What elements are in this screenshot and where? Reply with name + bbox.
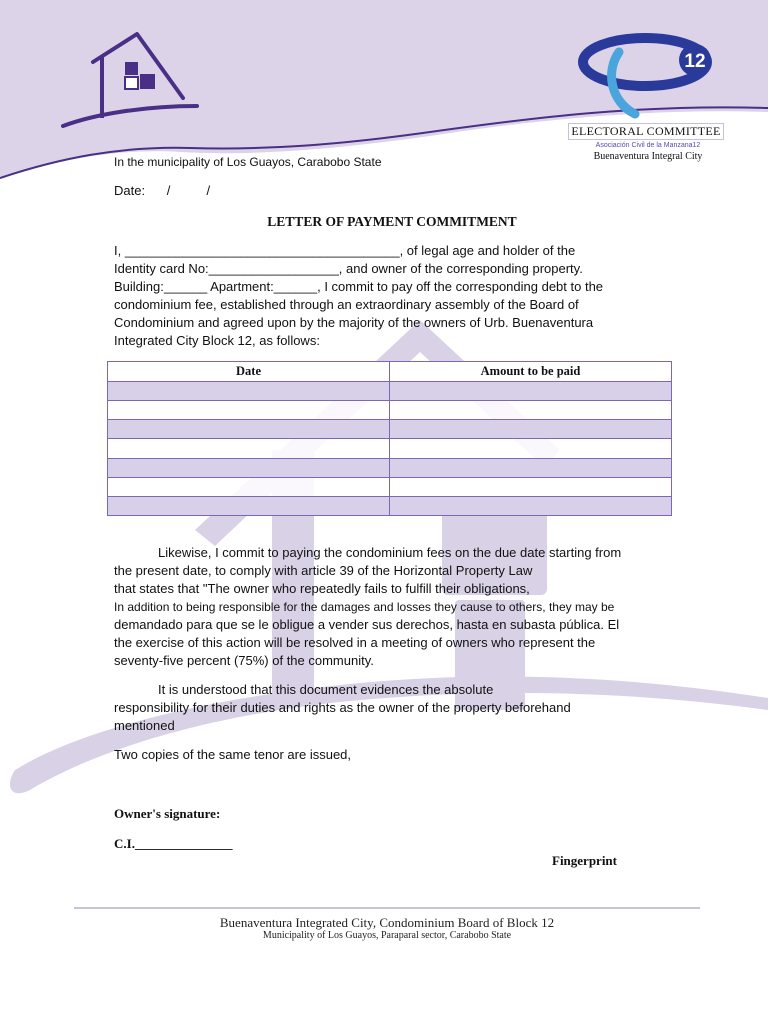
paragraph-line: Integrated City Block 12, as follows: xyxy=(114,333,320,348)
paragraph-line: responsibility for their duties and rights as the owner of the property beforehand xyxy=(114,700,571,715)
table-row xyxy=(108,439,672,458)
fees-paragraph xyxy=(114,544,658,670)
table-header-row xyxy=(108,362,672,382)
table-row xyxy=(108,382,672,401)
date-cell xyxy=(108,401,390,420)
ci-signature-line: C.I._______________ xyxy=(114,836,233,851)
letter-title: LETTER OF PAYMENT COMMITMENT xyxy=(267,214,517,229)
paragraph-line: the present date, to comply with article 39 of the Horizontal Property Law xyxy=(114,563,533,578)
paragraph-line: seventy-five percent (75%) of the community. xyxy=(114,653,374,668)
svg-text:12: 12 xyxy=(684,51,706,72)
payment-schedule-table xyxy=(107,361,672,516)
column-header-amount: Amount to be paid xyxy=(390,362,672,382)
amount-cell xyxy=(390,401,672,420)
date-cell xyxy=(108,477,390,496)
footer-organization: Buenaventura Integrated City, Condominium Board of Block 12 xyxy=(219,915,555,930)
footer-divider xyxy=(74,907,700,909)
amount-cell xyxy=(390,458,672,477)
paragraph-line: mentioned xyxy=(114,718,175,733)
date-cell xyxy=(108,382,390,401)
amount-cell xyxy=(390,382,672,401)
amount-cell xyxy=(390,477,672,496)
column-header-date: Date xyxy=(108,362,390,382)
table-row xyxy=(108,496,672,515)
paragraph-line: I, ______________________________________, of legal age and holder of the xyxy=(114,243,576,258)
paragraph-line: demandado para que se le obligue a vender sus derechos, hasta en subasta pública. El xyxy=(114,617,620,632)
date-line: Date: / / xyxy=(114,183,211,198)
paragraph-line: the exercise of this action will be resolved in a meeting of owners who represent the xyxy=(114,635,596,650)
electoral-committee-title: ELECTORAL COMMITTEE xyxy=(568,123,724,140)
date-cell xyxy=(108,420,390,439)
amount-cell xyxy=(390,420,672,439)
paragraph-line: that states that "The owner who repeatedly fails to fulfill their obligations, xyxy=(114,581,530,596)
paragraph-line: It is understood that this document evidences the absolute xyxy=(158,682,494,697)
table-row xyxy=(108,401,672,420)
paragraph-line: Building:______ Apartment:______, I commit to pay off the corresponding debt to the xyxy=(114,279,604,294)
table-row xyxy=(108,477,672,496)
responsibility-paragraph xyxy=(114,681,615,735)
commitment-paragraph xyxy=(114,242,658,350)
owner-signature-label: Owner's signature: xyxy=(114,806,221,821)
paragraph-line: In addition to being responsible for the damages and losses they cause to others, they may be xyxy=(114,600,615,614)
table-row xyxy=(108,458,672,477)
municipality-line: In the municipality of Los Guayos, Carabobo State xyxy=(114,155,382,169)
date-cell xyxy=(108,458,390,477)
copies-statement: Two copies of the same tenor are issued, xyxy=(114,747,352,762)
table-row xyxy=(108,420,672,439)
ec-city-name: Buenaventura Integral City xyxy=(593,151,703,162)
date-cell xyxy=(108,496,390,515)
paragraph-line: Identity card No:__________________, and owner of the corresponding property. xyxy=(114,261,583,276)
electoral-committee-logo-icon xyxy=(575,32,725,122)
paragraph-line: Likewise, I commit to paying the condominium fees on the due date starting from xyxy=(158,545,622,560)
paragraph-line: condominium fee, established through an extraordinary assembly of the Board of xyxy=(114,297,579,312)
amount-cell xyxy=(390,496,672,515)
date-cell xyxy=(108,439,390,458)
association-subtitle: Asociación Civil de la Manzana12 xyxy=(595,142,701,149)
amount-cell xyxy=(390,439,672,458)
footer-address: Municipality of Los Guayos, Paraparal sector, Carabobo State xyxy=(262,930,512,941)
fingerprint-label: Fingerprint xyxy=(552,853,617,868)
paragraph-line: Condominium and agreed upon by the majority of the owners of Urb. Buenaventura xyxy=(114,315,594,330)
house-logo-icon xyxy=(55,28,205,133)
